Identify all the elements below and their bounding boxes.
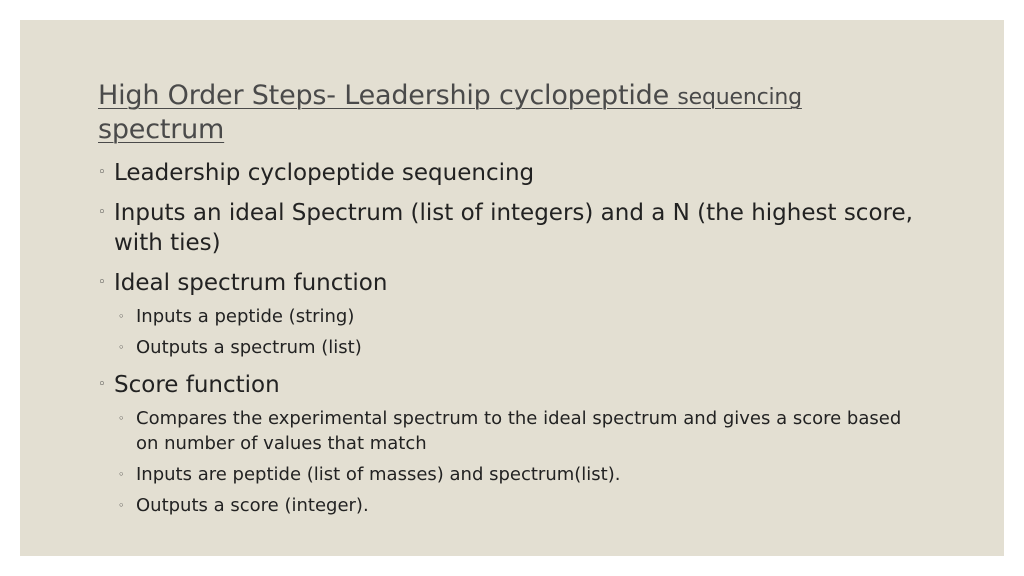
sub-list-item: [98, 335, 918, 360]
sub-list-item-text: Inputs a peptide (string): [136, 306, 355, 327]
list-item: [98, 158, 918, 188]
slide: [20, 20, 1004, 556]
list-item-text: Leadership cyclopeptide sequencing: [114, 160, 535, 186]
bullet-icon: ◦: [118, 341, 125, 354]
sub-list-item: [98, 406, 918, 456]
title-end: spectrum: [98, 114, 225, 145]
bullet-icon: ◦: [118, 499, 125, 512]
slide-title: [98, 80, 918, 146]
list-item-text: Ideal spectrum function: [114, 270, 388, 296]
list-item: [98, 198, 918, 258]
list-item-text: Score function: [114, 372, 280, 398]
sub-list: [98, 406, 918, 518]
list-item: [98, 370, 918, 400]
bullet-icon: ◦: [98, 275, 106, 290]
sub-list-item: [98, 462, 918, 487]
sub-list-item-text: Outputs a score (integer).: [136, 495, 369, 516]
list-item-text: Inputs an ideal Spectrum (list of integers) and a N (the highest score, with ties): [114, 200, 913, 256]
sub-list-item: [98, 304, 918, 329]
bullet-icon: ◦: [98, 205, 106, 220]
bullet-icon: ◦: [98, 377, 106, 392]
list-item: [98, 268, 918, 298]
bullet-icon: ◦: [118, 468, 125, 481]
bullet-list: [98, 158, 918, 528]
bullet-icon: ◦: [118, 310, 125, 323]
title-small: sequencing: [677, 85, 802, 110]
sub-list-item-text: Compares the experimental spectrum to the ideal spectrum and gives a score based on number of values that match: [136, 408, 902, 454]
bullet-icon: ◦: [118, 412, 125, 425]
sub-list-item: [98, 493, 918, 518]
title-main: High Order Steps- Leadership cyclopeptide: [98, 80, 678, 111]
sub-list-item-text: Outputs a spectrum (list): [136, 337, 362, 358]
bullet-icon: ◦: [98, 165, 106, 180]
sub-list-item-text: Inputs are peptide (list of masses) and spectrum(list).: [136, 464, 621, 485]
sub-list: [98, 304, 918, 360]
